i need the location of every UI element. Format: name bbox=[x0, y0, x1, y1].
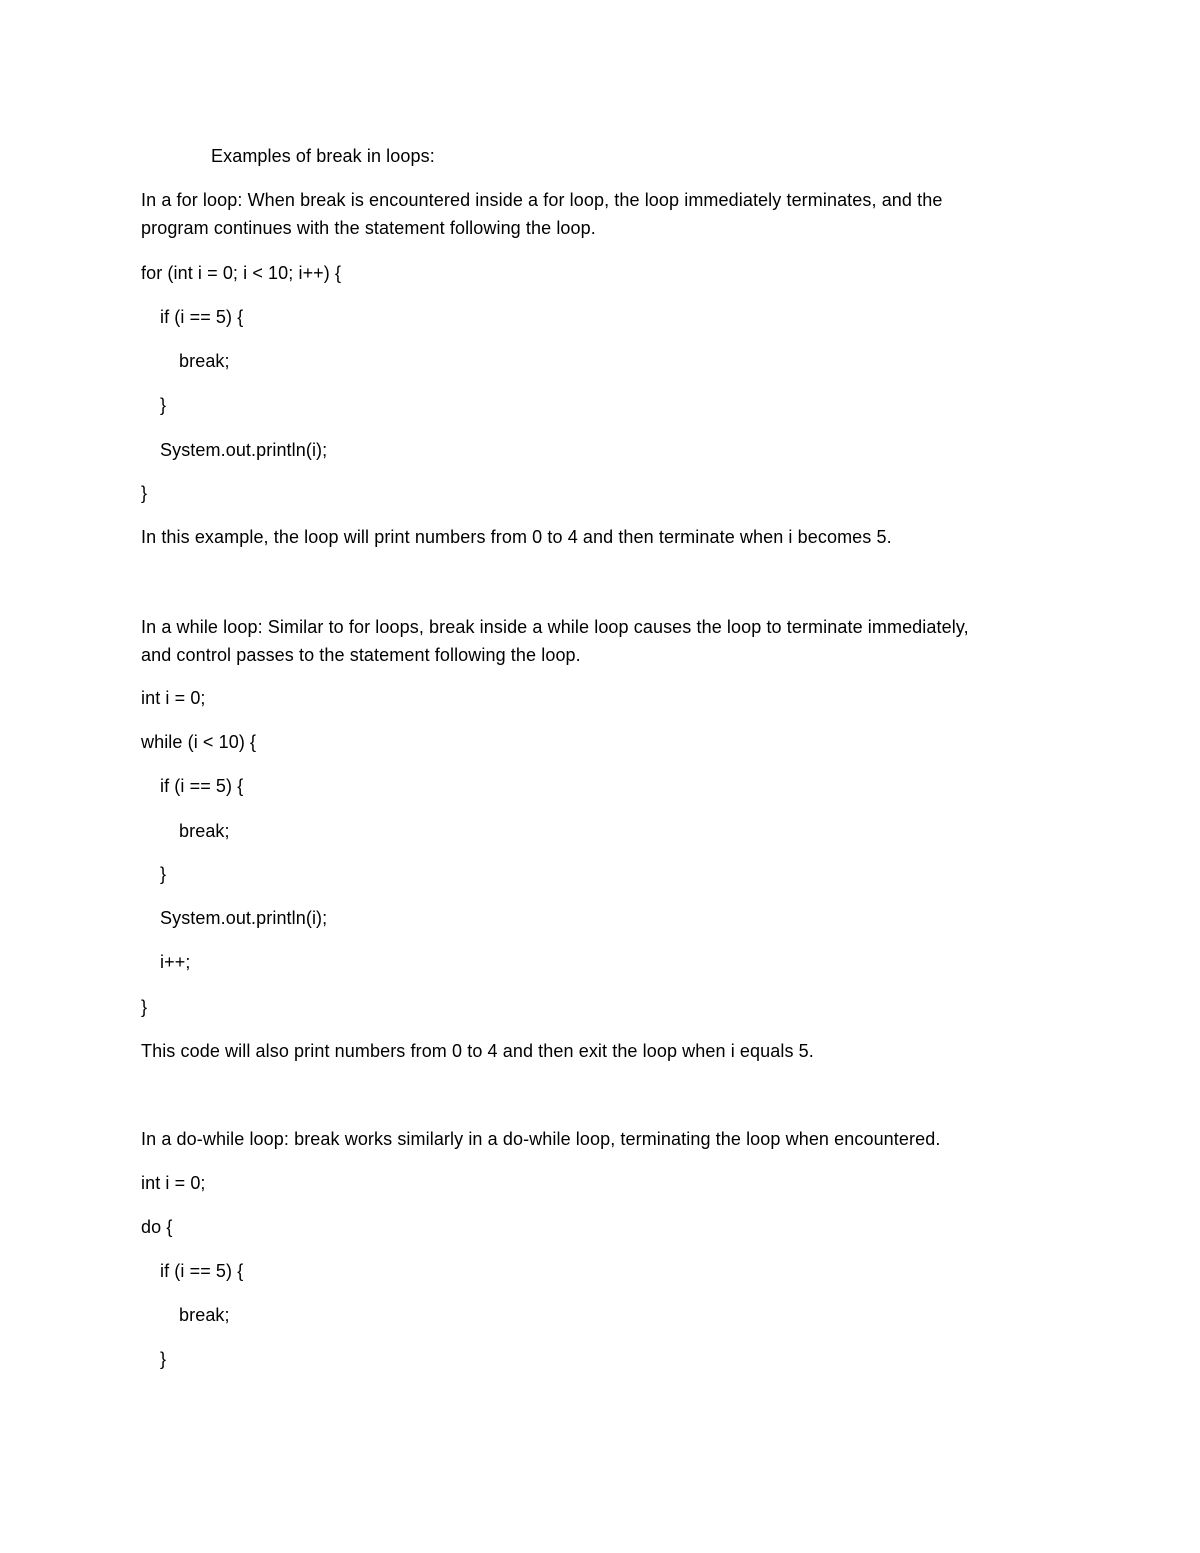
while-code-line: i++; bbox=[160, 952, 191, 972]
for-code-line: } bbox=[160, 395, 167, 415]
for-explanation: In this example, the loop will print numbers from 0 to 4 and then terminate when i becomes 5. bbox=[141, 527, 892, 547]
while-code-line: int i = 0; bbox=[141, 688, 206, 708]
for-intro-line-1: In a for loop: When break is encountered inside a for loop, the loop immediately terminates, and the bbox=[141, 190, 943, 210]
while-explanation: This code will also print numbers from 0 to 4 and then exit the loop when i equals 5. bbox=[141, 1041, 814, 1061]
while-code-line: } bbox=[141, 997, 148, 1017]
do-while-code-line: } bbox=[160, 1349, 167, 1369]
while-code-line: System.out.println(i); bbox=[160, 908, 328, 928]
document-heading: Examples of break in loops: bbox=[211, 146, 435, 166]
for-code-line: } bbox=[141, 483, 148, 503]
while-code-line: } bbox=[160, 864, 167, 884]
for-code-line: System.out.println(i); bbox=[160, 440, 328, 460]
do-while-code-line: do { bbox=[141, 1217, 173, 1237]
while-intro-line-1: In a while loop: Similar to for loops, break inside a while loop causes the loop to terminate immediately, bbox=[141, 617, 969, 637]
do-while-code-line: break; bbox=[179, 1305, 230, 1325]
while-intro-line-2: and control passes to the statement following the loop. bbox=[141, 645, 581, 665]
do-while-code-line: int i = 0; bbox=[141, 1173, 206, 1193]
while-code-line: while (i < 10) { bbox=[141, 732, 257, 752]
while-code-line: break; bbox=[179, 821, 230, 841]
for-intro-line-2: program continues with the statement following the loop. bbox=[141, 218, 596, 238]
for-code-line: break; bbox=[179, 351, 230, 371]
for-code-line: if (i == 5) { bbox=[160, 307, 244, 327]
while-code-line: if (i == 5) { bbox=[160, 776, 244, 796]
do-while-code-line: if (i == 5) { bbox=[160, 1261, 244, 1281]
for-code-line: for (int i = 0; i < 10; i++) { bbox=[141, 263, 342, 283]
do-while-intro-line-1: In a do-while loop: break works similarly in a do-while loop, terminating the loop when encountered. bbox=[141, 1129, 941, 1149]
